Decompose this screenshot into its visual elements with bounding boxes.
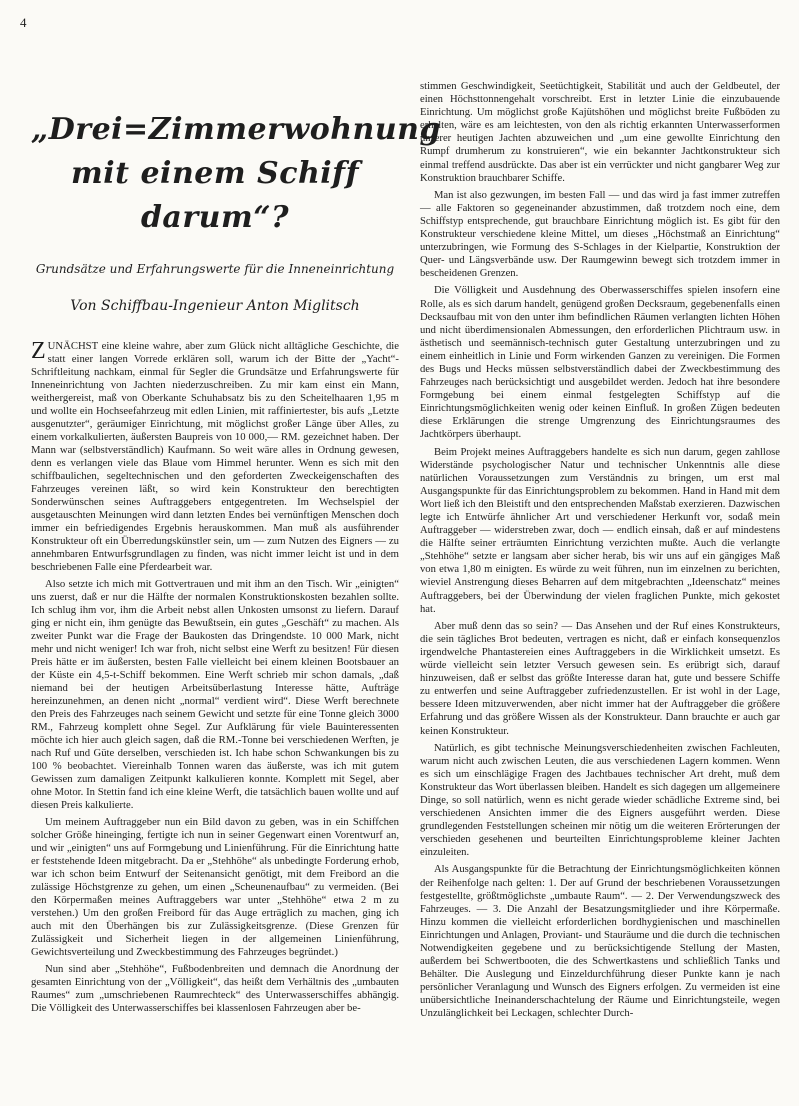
left-column [31,20,441,1015]
paragraph: ZUNÄCHST eine kleine wahre, aber zum Glück nicht alltägliche Geschichte, die statt einer langen Vorrede erklären soll, warum ich der Bitte der „Yacht“-Schriftleitung nachkam, einmal für Segler die Grundsätze und Erfahrungswerte für Inneneinrichtung von Jachten niederzuschreiben. Zu mir kam einst ein Mann, weithergereist, maß von Oberkante Schuhabsatz bis zu den Scheitelhaaren 1,95 m und wollte ein Hochseefahrzeug mit edlen Linien, mit raffiniertester, bis aufs „Letzte ausgenutzter“, geräumiger Einrichtung, mit möglichst großer Länge über Alles, zu einem vorkalkulierten, äußersten Baupreis von 10 000,— RM. gezeichnet haben. Der Mann war (selbstverständlich) Kaufmann. So weit wäre alles in Ordnung gewesen, denn es verlangen viele das Blaue vom Himmel herunter. Wenn es sich mit den schiffbaulichen, segeltechnischen und den geforderten Zweckeigenschaften des Fahrzeuges vereinen läßt, so wird kein Konstrukteur den berechtigten Sonderwünschen seines Auftraggebers entgegentreten. Im Wechselspiel der ausgetauschten Meinungen wird dann letzten Endes bei vernünftigen Menschen doch immer ein befriedigendes Ergebnis herauskommen. Man muß als ausführender Konstrukteur oft ein Überredungskünstler sein, um — zum Nutzen des Eigners — zu annehmbaren Entwurfsgrundlagen zu finden, was nicht immer leicht ist und in dem beschriebenen Falle eine Pferdearbeit war. [31,338,399,573]
page-number: 4 [20,15,27,30]
paragraph: stimmen Geschwindigkeit, Seetüchtigkeit, Stabilität und auch der Geldbeutel, der einen Höchsttonnengehalt vorschreibt. Erst in letzter Linie die einzubauende Einrichtung. Um möglichst große Kajütshöhen und möglichst breite Fußböden zu erhalten, wäre es am leichtesten, von den als richtig erkannten Unterwasserformen unserer heutigen Jachten abzuweichen und „um eine gewollte Einrichtung den Rumpf drumherum zu konstruieren“, wie ein bekannter Jachtkonstrukteur sich einmal treffend ausdrückte. Das aber ist ein verrückter und nicht gangbarer Weg zur Konstruktion brauchbarer Schiffe. [420,81,780,184]
paragraph: Beim Projekt meines Auftraggebers handelte es sich nun darum, gegen zahllose Widerstände psychologischer Natur und technischer Unkenntnis alle diese natürlichen Voraussetzungen zum Verständnis zu bringen, um erst mal Ausgangspunkte für das Einrichtungsproblem zu bekommen. Hand in Hand mit dem Wort ließ ich den Bleistift und den entsprechenden Maßstab exerzieren. Dazwischen legte ich Entwürfe ähnlicher Art und verschiedener Herkunft vor, sodaß mein Auftraggeber — widerstreben zwar, doch — endlich einsah, daß er auf mindestens die Hälfte seiner erträumten Einrichtung verzichten mußte. Auch die verlangte „Stehhöhe“ setzte er langsam aber sicher herab, bis wir uns auf ein gängiges Maß von etwa 1,80 m einigten. Es würde zu weit führen, nun im einzelnen zu berichten, wieviel Anstrengung dieses Beharren auf dem mitgebrachten „Ideenschatz“ meines Auftraggebers, bei der Überwindung der vielen fraglichen Punkte, mich gekostet hat. [420,446,780,615]
title-line-2: mit einem Schiff darum“? [71,156,359,235]
paragraph: Natürlich, es gibt technische Meinungsverschiedenheiten zwischen Fachleuten, warum nicht auch zwischen Leuten, die aus verschiedenen Lagern kommen. Wenn es sich um einschlägige Fragen des Jachtbaues technischer Art dreht, muß dem Konstrukteur das Wort überlassen bleiben. Handelt es sich dagegen um allgemeinere Dinge, so soll natürlich, wenn es nicht gerade wieder schädliche Extreme sind, bei verschiedenen Ansichten immer die des Eigners ausgeführt werden. Diese grundlegenden Feststellungen scheinen mir nötig um die weiteren Erörterungen der verschieden gesehenen und beurteilten Einrichtungsprobleme kleiner Jachten einzuleiten. [420,742,780,859]
paragraph: Aber muß denn das so sein? — Das Ansehen und der Ruf eines Konstrukteurs, die sein tägliches Brot bedeuten, vertragen es nicht, daß er einfach konsequenzlos irgendwelche Phantastereien eines Auftraggebers in die Wirklichkeit umsetzt. Es würde vielleicht sein letzter Versuch gewesen sein. Es erübrigt sich, darauf hinzuweisen, daß er selbst das größte Interesse daran hat, gute und bessere Schiffe zu entwerfen und seine Auftraggeber zufriedenzustellen. Er ist wohl in der Lage, bessere Ideen mitzuverwenden, aber nicht immer hat der Auftraggeber die größere Erfahrung und das größere Wissen als der Konstrukteur. Dann brauchte er auch gar keinen Konstrukteur. [420,620,780,737]
right-column [420,80,780,1021]
article-title [31,108,441,240]
paragraph: Die Völligkeit und Ausdehnung des Oberwasserschiffes spielen insofern eine Rolle, als es sich darum handelt, genügend großen Decksraum, gegebenenfalls einen Decksaufbau mit von den unter ihm befindlichen Räumen verlangten lichten Höhen und nicht überdimensionalen Abmessungen, den erforderlichen Plichtraum usw. in ästhetisch und seemännisch-technisch guter Gestaltung unterzubringen und zu einem einheitlich in Linie und Form wirkenden Ganzen zu vereinigen. Die Formen des Bugs und Hecks müssen selbstverständlich dabei der Zweckbestimmung des Fahrzeuges nach berücksichtigt und ausgebildet werden. Jedoch hat ihre besondere Formgebung bei einem einmal festgelegten Schiffstyp auf die Einrichtungsmöglichkeiten wenig oder keinen Einfluß. In großen Zügen bedeuten diese Erklärungen die strenge Umgrenzung des Einrichtungsraumes des Jachtkörpers überhaupt. [420,285,780,441]
paragraph: Also setzte ich mich mit Gottvertrauen und mit ihm an den Tisch. Wir „einigten“ uns zuerst, daß er nur die Hälfte der normalen Konstruktionskosten bezahlen sollte. Ich schlug ihm vor, ihm die Arbeit nebst allen Unkosten umsonst zu liefern. Darauf ging er nicht ein, ihm genügte das Bewußtsein, ein gutes „Geschäft“ zu machen. Als zweiter Punkt war die Frage der Baukosten das Dringendste. 10 000 Mark, nicht mehr und nicht weniger! Ich war froh, nicht selbst eine Werft zu besitzen! Für diesen Preis hätte er im äußersten, besten Falle vielleicht bei einem kleinen Bootsbauer an der Küste ein 4,5-t-Schiff bekommen. Eine Werft schrieb mir schon damals, „daß niemand bei der heutigen Arbeitsüberlastung Interesse hätte, Aufträge hereinzunehmen, an denen nicht „normal“ verdient wird“. Diese Werft berechnete den Preis des Fahrzeuges nach seinem Gewicht und setzte für eine Tonne gleich 3000 RM., Fahrzeug komplett ohne Segel. Zur Aufklärung für viele Bauinteressenten möchte ich hier auch gleich sagen, daß die RM.-Tonne bei verschiedenen Werften, je nach Ruf und Güte derselben, verschieden ist. Ich habe schon Schwankungen bis zu 100 % beobachtet. Viereinhalb Tonnen waren das äußerste, was ich mit gutem Gewissen zum damaligen Zeitpunkt kalkulieren konnte. Komplett mit Segel, aber ohne Motor. In Stettin fand ich eine kleine Werft, die tatsächlich bauen wollte und auf diesen Preis kalkulierte. [31,578,399,811]
article-subtitle: Grundsätze und Erfahrungswerte für die Inneneinrichtung [35,262,395,276]
author-byline: Von Schiffbau-Ingenieur Anton Miglitsch [70,298,360,314]
paragraph: Um meinem Auftraggeber nun ein Bild davon zu geben, was in ein Schiffchen solcher Größe hineinging, fertigte ich nun in seiner Gegenwart einen Vorentwurf an, und wir „einigten“ uns auf Formgebung und Linienführung. Für die Einrichtung hatte er feststehende Ideen mitgebracht. Da er „Stehhöhe“ als unbedingte Forderung erhob, war ich schon beim Entwurf der Seitenansicht genötigt, mit dem Freibord an die zulässige Höchstgrenze zu gehen, um einen „Scheunenaufbau“ zu vermeiden. (Bei den Körpermaßen meines Auftraggebers war unter „Stehhöhe“ etwa 2 m zu verstehen.) Um den großen Freibord für das Auge erträglich zu machen, ging ich auch mit den Überhängen bis zur Zulässigkeitsgrenze. (Diese Grenzen für Zulässigkeit und Sicherheit liegen in der allgemeinen Linienführung, Gewichtsverteilung und Zweckbestimmung des Fahrzeuges begründet.) [31,816,399,958]
title-line-1: „Drei=Zimmerwohnung [31,112,441,147]
paragraph: Als Ausgangspunkte für die Betrachtung der Einrichtungsmöglichkeiten können der Reihenfolge nach gelten: 1. Der auf Grund der beschriebenen Voraussetzungen festgestellte, größtmöglichste „umbaute Raum“. — 2. Der Verwendungszweck des Fahrzeuges. — 3. Die Anzahl der Besatzungsmitglieder und ihre Körpermaße. Hinzu kommen die vielleicht erforderlichen bordhygienischen und maschinellen Einrichtungen und Anlagen, Proviant- und Stauräume und die durch die technischen Notwendigkeiten gegebene und zu berücksichtigende Stellung der Masten, außerdem bei Schwertbooten, die des Schwertkastens und schließlich Tanks und Behälter. Die Auslegung und Einzeldurchführung dieser Punkte kann je nach persönlicher Veranlagung und Wunsch des Eigners erfolgen. Zu vermeiden ist eine unübersichtliche Ineinanderschachtelung der Räume und Einrichtungsteile, wegen Unzulänglichkeit bei Leckagen, schlechter Durch- [420,864,780,1020]
paragraph: Nun sind aber „Stehhöhe“, Fußbodenbreiten und demnach die Anordnung der gesamten Einrichtung von der „Völligkeit“, das heißt dem Verhältnis des „umbauten Raumes“ zum „umschriebenen Raumrechteck“ des Unterwasserschiffes abhängig. Die Völligkeit des Unterwasserschiffes bei klassenlosen Fahrzeugen aber be- [31,963,399,1014]
paragraph: Man ist also gezwungen, im besten Fall — und das wird ja fast immer zutreffen — alle Faktoren so gegeneinander abzustimmen, daß trotzdem noch eine, dem Schiffstyp entsprechende, gut brauchbare Einrichtung möglich ist. Es gibt für den Konstrukteur verschiedene kleine Mittel, um dieses „Höchstmaß an Einrichtung“ unterzubringen, wie Formung des S-Schlages in der Kielpartie, Konstruktion der Quer- und Längsverbände usw. Der Raumgewinn bewegt sich trotzdem immer in bescheidenen Grenzen. [420,189,780,280]
